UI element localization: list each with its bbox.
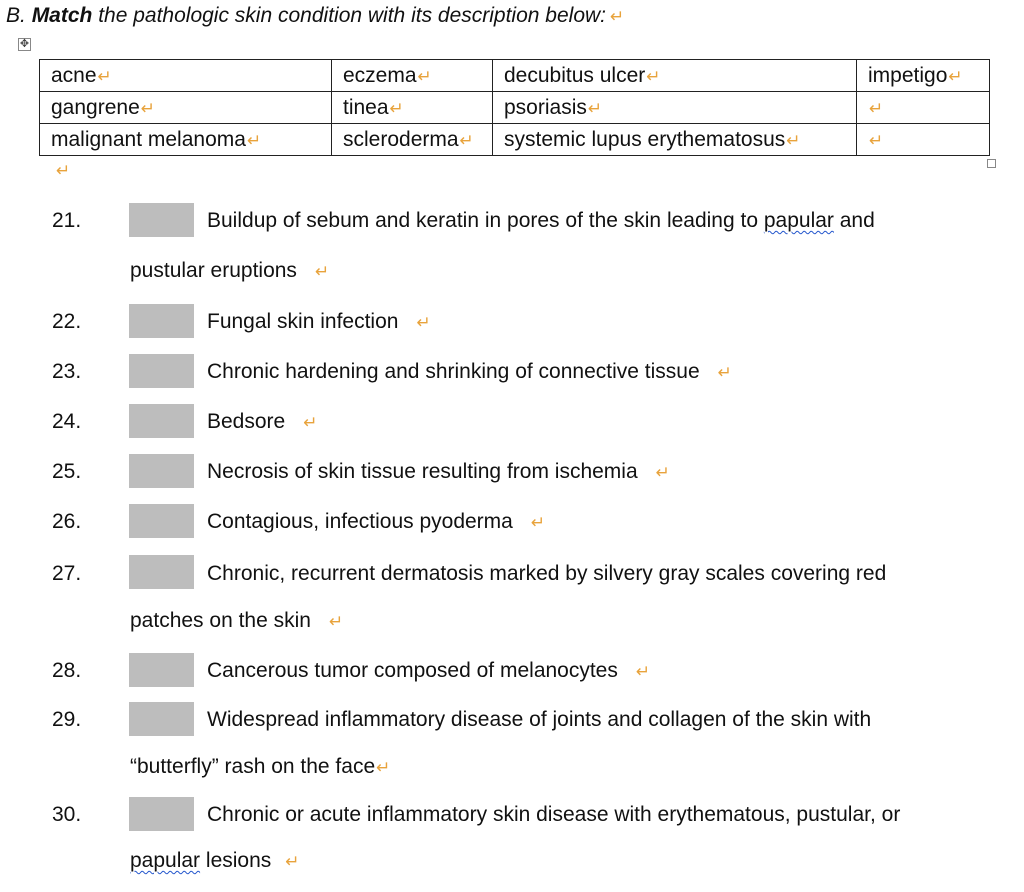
- question-text: Fungal skin infection ↵: [207, 310, 431, 333]
- term-cell[interactable]: gangrene↵: [40, 92, 332, 124]
- answer-field[interactable]: [129, 653, 194, 687]
- cell-mark-icon: ↵: [646, 66, 661, 86]
- answer-field[interactable]: [129, 404, 194, 438]
- section-heading: [6, 4, 624, 28]
- term-cell[interactable]: psoriasis↵: [493, 92, 857, 124]
- question-text: Bedsore ↵: [207, 410, 318, 433]
- cell-mark-icon: ↵: [246, 130, 262, 150]
- question-text-continued: papular lesions ↵: [130, 849, 300, 872]
- paragraph-mark-icon: ↵: [314, 262, 330, 281]
- table-resize-handle[interactable]: [987, 159, 996, 168]
- paragraph-mark-icon: ↵: [416, 313, 431, 332]
- answer-field[interactable]: [129, 702, 194, 736]
- paragraph-mark-icon: ↵: [655, 463, 670, 482]
- term-cell[interactable]: decubitus ulcer↵: [493, 60, 857, 92]
- question-text: Necrosis of skin tissue resulting from ischemia ↵: [207, 460, 670, 483]
- question-number: 26.: [52, 510, 82, 533]
- question-text: Cancerous tumor composed of melanocytes ↵: [207, 659, 651, 682]
- term-cell[interactable]: eczema↵: [332, 60, 493, 92]
- question-number: 21.: [52, 209, 82, 232]
- term-cell[interactable]: impetigo↵: [857, 60, 990, 92]
- table-row: [40, 124, 990, 156]
- cell-mark-icon: ↵: [97, 66, 112, 86]
- cell-mark-icon: ↵: [140, 98, 155, 118]
- term-cell[interactable]: [857, 92, 990, 124]
- answer-field[interactable]: [129, 354, 194, 388]
- question-number: 24.: [52, 410, 82, 433]
- question-number: 27.: [52, 562, 82, 585]
- table-row: [40, 60, 990, 92]
- answer-field[interactable]: [129, 555, 194, 589]
- cell-mark-icon: ↵: [389, 98, 404, 118]
- heading-bold-word: Match: [31, 4, 93, 27]
- term-table: [39, 59, 990, 156]
- table-row: [40, 92, 990, 124]
- paragraph-mark-icon: ↵: [328, 612, 344, 631]
- question-number: 22.: [52, 310, 82, 333]
- question-number: 23.: [52, 360, 82, 383]
- answer-field[interactable]: [129, 454, 194, 488]
- cell-mark-icon: ↵: [786, 130, 801, 150]
- paragraph-mark-icon: ↵: [376, 758, 391, 777]
- cell-mark-icon: ↵: [587, 98, 603, 118]
- cell-mark-icon: ↵: [948, 66, 963, 86]
- term-cell[interactable]: systemic lupus erythematosus↵: [493, 124, 857, 156]
- term-cell[interactable]: tinea↵: [332, 92, 493, 124]
- answer-field[interactable]: [129, 304, 194, 338]
- cell-mark-icon: ↵: [459, 130, 474, 150]
- term-cell[interactable]: acne↵: [40, 60, 332, 92]
- answer-field[interactable]: [129, 797, 194, 831]
- answer-field[interactable]: [129, 203, 194, 237]
- paragraph-mark-icon: ↵: [285, 852, 300, 871]
- question-text: Chronic or acute inflammatory skin disease with erythematous, pustular, or: [207, 803, 901, 826]
- question-number: 28.: [52, 659, 82, 682]
- question-number: 29.: [52, 708, 82, 731]
- paragraph-mark-icon: ↵: [610, 7, 625, 26]
- question-text-continued: pustular eruptions ↵: [130, 259, 330, 282]
- heading-prefix: B.: [6, 4, 32, 27]
- cell-mark-icon: ↵: [869, 130, 884, 150]
- term-cell[interactable]: malignant melanoma↵: [40, 124, 332, 156]
- paragraph-mark-icon: ↵: [303, 413, 318, 432]
- term-cell[interactable]: [857, 124, 990, 156]
- question-text: Widespread inflammatory disease of joints and collagen of the skin with: [207, 708, 872, 731]
- heading-rest: the pathologic skin condition with its description below:: [92, 4, 606, 27]
- cell-mark-icon: ↵: [417, 66, 432, 86]
- paragraph-mark-icon: ↵: [717, 363, 732, 382]
- answer-field[interactable]: [129, 504, 194, 538]
- question-text: Chronic, recurrent dermatosis marked by silvery gray scales covering red: [207, 562, 887, 585]
- paragraph-mark-icon: ↵: [56, 161, 71, 180]
- question-text: Chronic hardening and shrinking of connective tissue ↵: [207, 360, 732, 383]
- cell-mark-icon: ↵: [869, 98, 884, 118]
- paragraph-mark-icon: ↵: [530, 513, 546, 532]
- question-number: 25.: [52, 460, 82, 483]
- paragraph-mark-icon: ↵: [635, 662, 651, 681]
- question-text-continued: patches on the skin ↵: [130, 609, 344, 632]
- term-cell[interactable]: scleroderma↵: [332, 124, 493, 156]
- question-text: Buildup of sebum and keratin in pores of the skin leading to papular and: [207, 209, 875, 232]
- table-move-handle-icon[interactable]: ✥: [19, 38, 30, 50]
- question-text: Contagious, infectious pyoderma ↵: [207, 510, 546, 533]
- question-text-continued: “butterfly” rash on the face↵: [130, 755, 391, 778]
- question-number: 30.: [52, 803, 82, 826]
